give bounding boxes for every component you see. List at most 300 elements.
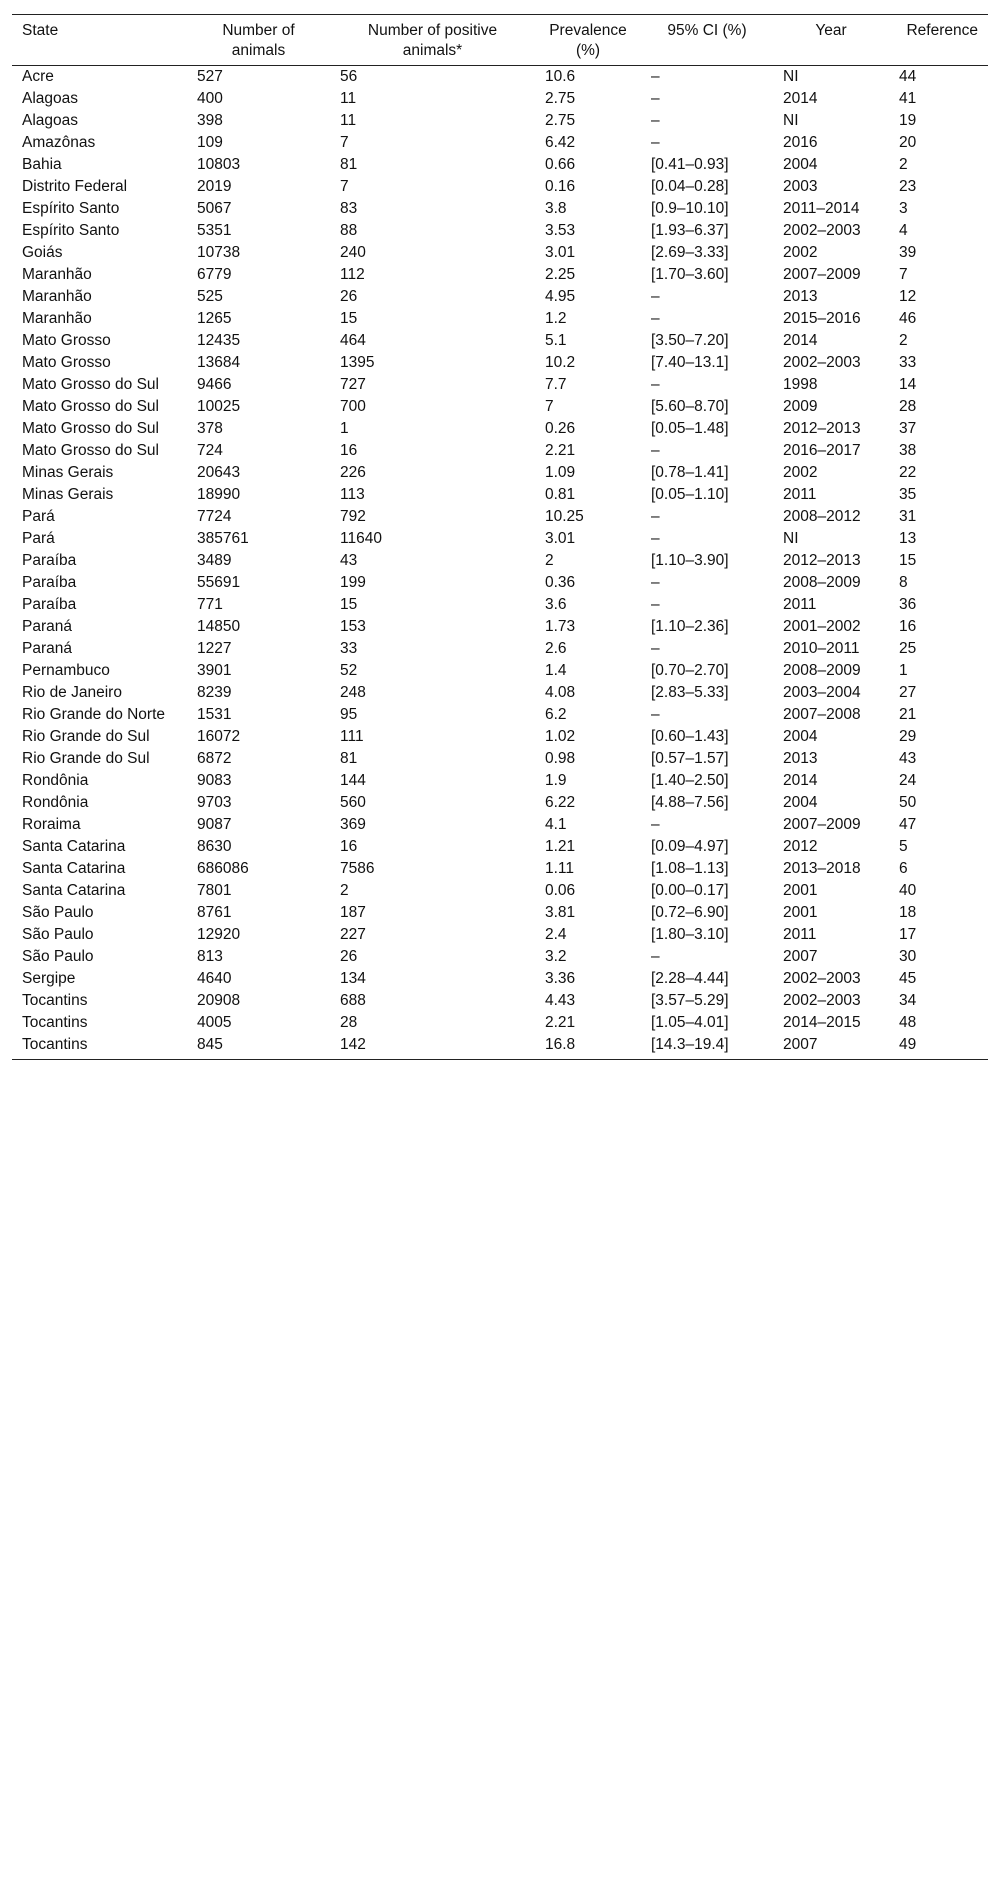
cell-reference: 46 — [899, 310, 917, 327]
cell-prevalence: 6.2 — [545, 706, 567, 723]
cell-state: São Paulo — [22, 926, 94, 943]
cell-year: NI — [783, 112, 799, 129]
cell-reference: 35 — [899, 486, 917, 503]
cell-confidence-interval: [0.09–4.97] — [651, 838, 729, 855]
cell-number-of-positive-animals: 16 — [340, 838, 358, 855]
cell-state: Minas Gerais — [22, 464, 114, 481]
cell-prevalence: 2.4 — [545, 926, 567, 943]
header-number-of-animals: Number of animals — [187, 15, 330, 66]
table-row — [12, 198, 988, 220]
table-row — [12, 374, 988, 396]
table-row — [12, 308, 988, 330]
cell-number-of-positive-animals: 26 — [340, 948, 358, 965]
cell-year: 2002 — [783, 464, 818, 481]
cell-number-of-animals: 525 — [197, 288, 223, 305]
cell-number-of-animals: 9087 — [197, 816, 232, 833]
cell-confidence-interval: [0.78–1.41] — [651, 464, 729, 481]
cell-state: Espírito Santo — [22, 200, 120, 217]
cell-year: 2012–2013 — [783, 420, 861, 437]
cell-year: 2014 — [783, 90, 818, 107]
table-row — [12, 88, 988, 110]
cell-prevalence: 4.1 — [545, 816, 567, 833]
cell-year: 2011 — [783, 596, 817, 613]
cell-confidence-interval: [0.9–10.10] — [651, 200, 729, 217]
cell-number-of-positive-animals: 83 — [340, 200, 358, 217]
cell-reference: 29 — [899, 728, 917, 745]
cell-confidence-interval: [0.05–1.48] — [651, 420, 729, 437]
cell-number-of-positive-animals: 15 — [340, 596, 358, 613]
table-row — [12, 1012, 988, 1034]
cell-confidence-interval: – — [651, 310, 660, 327]
cell-prevalence: 3.01 — [545, 244, 576, 261]
cell-number-of-animals: 771 — [197, 596, 223, 613]
cell-reference: 30 — [899, 948, 917, 965]
table-row — [12, 924, 988, 946]
cell-year: 2002–2003 — [783, 970, 861, 987]
cell-year: 2016 — [783, 134, 818, 151]
cell-number-of-positive-animals: 1395 — [340, 354, 375, 371]
table-row — [12, 110, 988, 132]
cell-number-of-animals: 6779 — [197, 266, 232, 283]
cell-prevalence: 2.21 — [545, 1014, 576, 1031]
cell-number-of-positive-animals: 113 — [340, 486, 365, 503]
cell-number-of-positive-animals: 1 — [340, 420, 349, 437]
cell-number-of-animals: 686086 — [197, 860, 249, 877]
table-row — [12, 396, 988, 418]
cell-prevalence: 0.98 — [545, 750, 576, 767]
header-number-of-positive-animals: Number of positive animals* — [330, 15, 535, 66]
cell-number-of-animals: 8761 — [197, 904, 232, 921]
cell-state: Rio Grande do Norte — [22, 706, 166, 723]
cell-state: Espírito Santo — [22, 222, 120, 239]
cell-number-of-animals: 813 — [197, 948, 223, 965]
table-row — [12, 902, 988, 924]
cell-number-of-animals: 20908 — [197, 992, 241, 1009]
cell-number-of-animals: 2019 — [197, 178, 232, 195]
cell-confidence-interval: [3.50–7.20] — [651, 332, 729, 349]
cell-confidence-interval: [7.40–13.1] — [651, 354, 729, 371]
table-row — [12, 770, 988, 792]
cell-confidence-interval: [1.80–3.10] — [651, 926, 729, 943]
cell-number-of-positive-animals: 88 — [340, 222, 358, 239]
cell-reference: 6 — [899, 860, 908, 877]
cell-confidence-interval: [1.93–6.37] — [651, 222, 729, 239]
table-row — [12, 880, 988, 902]
cell-prevalence: 6.22 — [545, 794, 576, 811]
cell-year: 2013 — [783, 288, 818, 305]
cell-number-of-animals: 18990 — [197, 486, 241, 503]
table-row — [12, 748, 988, 770]
cell-reference: 39 — [899, 244, 917, 261]
cell-number-of-animals: 16072 — [197, 728, 241, 745]
cell-prevalence: 1.4 — [545, 662, 567, 679]
cell-year: 2012–2013 — [783, 552, 861, 569]
cell-state: Sergipe — [22, 970, 76, 987]
table-row — [12, 968, 988, 990]
cell-reference: 50 — [899, 794, 917, 811]
table-row — [12, 660, 988, 682]
table-row — [12, 330, 988, 352]
cell-number-of-positive-animals: 248 — [340, 684, 366, 701]
table-row — [12, 572, 988, 594]
cell-number-of-positive-animals: 95 — [340, 706, 358, 723]
cell-year: 2001 — [783, 882, 818, 899]
cell-year: 2003 — [783, 178, 818, 195]
cell-confidence-interval: [1.70–3.60] — [651, 266, 729, 283]
cell-number-of-animals: 6872 — [197, 750, 232, 767]
cell-number-of-animals: 3489 — [197, 552, 232, 569]
cell-reference: 5 — [899, 838, 908, 855]
table-row — [12, 814, 988, 836]
cell-reference: 27 — [899, 684, 917, 701]
cell-number-of-positive-animals: 7 — [340, 134, 349, 151]
header-confidence-interval: 95% CI (%) — [641, 15, 773, 66]
header-row — [12, 15, 988, 66]
cell-number-of-positive-animals: 187 — [340, 904, 366, 921]
cell-confidence-interval: [1.10–2.36] — [651, 618, 729, 635]
cell-year: 2013–2018 — [783, 860, 861, 877]
table-row — [12, 946, 988, 968]
table-row — [12, 352, 988, 374]
cell-state: Tocantins — [22, 992, 88, 1009]
cell-number-of-animals: 378 — [197, 420, 223, 437]
table-row — [12, 154, 988, 176]
cell-year: 2002–2003 — [783, 222, 861, 239]
cell-year: 2010–2011 — [783, 640, 860, 657]
cell-confidence-interval: – — [651, 288, 660, 305]
cell-prevalence: 3.36 — [545, 970, 576, 987]
cell-year: 2001–2002 — [783, 618, 861, 635]
cell-number-of-animals: 7724 — [197, 508, 232, 525]
cell-number-of-positive-animals: 727 — [340, 376, 366, 393]
cell-year: NI — [783, 68, 799, 85]
cell-number-of-positive-animals: 792 — [340, 508, 366, 525]
cell-number-of-positive-animals: 28 — [340, 1014, 358, 1031]
cell-number-of-animals: 385761 — [197, 530, 249, 547]
cell-confidence-interval: [2.69–3.33] — [651, 244, 729, 261]
table-row — [12, 440, 988, 462]
cell-confidence-interval: – — [651, 596, 660, 613]
cell-state: Santa Catarina — [22, 860, 126, 877]
cell-state: Paraíba — [22, 552, 77, 569]
cell-number-of-animals: 14850 — [197, 618, 241, 635]
cell-confidence-interval: [0.41–0.93] — [651, 156, 729, 173]
cell-year: 2004 — [783, 156, 818, 173]
cell-number-of-animals: 8239 — [197, 684, 232, 701]
cell-number-of-positive-animals: 369 — [340, 816, 366, 833]
header-year: Year — [773, 15, 889, 66]
cell-number-of-positive-animals: 11 — [340, 112, 357, 129]
cell-year: 2007 — [773, 1034, 889, 1060]
cell-prevalence: 3.53 — [545, 222, 576, 239]
cell-number-of-animals: 12435 — [197, 332, 241, 349]
cell-number-of-animals: 109 — [197, 134, 223, 151]
cell-number-of-animals: 4640 — [197, 970, 232, 987]
cell-prevalence: 3.2 — [545, 948, 567, 965]
cell-confidence-interval: – — [651, 376, 660, 393]
cell-number-of-animals: 20643 — [197, 464, 241, 481]
cell-number-of-positive-animals: 142 — [330, 1034, 535, 1060]
cell-state: Pará — [22, 508, 55, 525]
cell-confidence-interval: [0.60–1.43] — [651, 728, 729, 745]
cell-year: 2002 — [783, 244, 818, 261]
cell-year: 2004 — [783, 794, 818, 811]
cell-year: NI — [783, 530, 799, 547]
table-row — [12, 858, 988, 880]
cell-state: Maranhão — [22, 310, 92, 327]
cell-year: 2014 — [783, 332, 818, 349]
cell-prevalence: 0.36 — [545, 574, 576, 591]
cell-year: 2013 — [783, 750, 818, 767]
cell-confidence-interval: [1.08–1.13] — [651, 860, 729, 877]
table-row — [12, 1034, 988, 1060]
cell-number-of-animals: 55691 — [197, 574, 241, 591]
cell-reference: 31 — [899, 508, 917, 525]
header-state: State — [12, 15, 187, 66]
cell-confidence-interval: [14.3–19.4] — [641, 1034, 773, 1060]
cell-reference: 14 — [899, 376, 917, 393]
table-row — [12, 286, 988, 308]
cell-state: Goiás — [22, 244, 63, 261]
cell-reference: 23 — [899, 178, 917, 195]
cell-year: 2003–2004 — [783, 684, 861, 701]
cell-reference: 40 — [899, 882, 917, 899]
cell-state: Alagoas — [22, 90, 79, 107]
cell-state: Bahia — [22, 156, 62, 173]
cell-reference: 20 — [899, 134, 917, 151]
cell-state: Rondônia — [22, 772, 89, 789]
cell-state: Mato Grosso do Sul — [22, 420, 159, 437]
cell-state: Paraná — [22, 618, 72, 635]
cell-reference: 36 — [899, 596, 917, 613]
cell-confidence-interval: [4.88–7.56] — [651, 794, 729, 811]
cell-reference: 2 — [899, 332, 908, 349]
cell-reference: 34 — [899, 992, 917, 1009]
table-row — [12, 990, 988, 1012]
cell-reference: 4 — [899, 222, 908, 239]
cell-number-of-animals: 398 — [197, 112, 223, 129]
cell-number-of-animals: 3901 — [197, 662, 232, 679]
cell-reference: 44 — [899, 68, 917, 85]
table-row — [12, 66, 988, 89]
cell-prevalence: 1.9 — [545, 772, 567, 789]
cell-prevalence: 2.21 — [545, 442, 576, 459]
table-row — [12, 132, 988, 154]
cell-reference: 38 — [899, 442, 917, 459]
cell-reference: 24 — [899, 772, 917, 789]
cell-prevalence: 10.25 — [545, 508, 584, 525]
cell-reference: 17 — [899, 926, 917, 943]
cell-confidence-interval: [1.40–2.50] — [651, 772, 729, 789]
cell-prevalence: 0.26 — [545, 420, 576, 437]
table-row — [12, 616, 988, 638]
cell-confidence-interval: – — [651, 442, 660, 459]
cell-state: Distrito Federal — [22, 178, 128, 195]
cell-prevalence: 1.21 — [545, 838, 576, 855]
cell-prevalence: 7.7 — [545, 376, 567, 393]
cell-state: Roraima — [22, 816, 81, 833]
cell-year: 2011 — [783, 486, 817, 503]
cell-number-of-animals: 724 — [197, 442, 223, 459]
cell-number-of-positive-animals: 52 — [340, 662, 358, 679]
cell-prevalence: 1.73 — [545, 618, 576, 635]
cell-reference: 22 — [899, 464, 917, 481]
cell-number-of-animals: 9083 — [197, 772, 232, 789]
cell-prevalence: 16.8 — [535, 1034, 641, 1060]
cell-year: 2014 — [783, 772, 818, 789]
cell-number-of-positive-animals: 134 — [340, 970, 366, 987]
cell-confidence-interval: [0.70–2.70] — [651, 662, 729, 679]
cell-number-of-positive-animals: 199 — [340, 574, 366, 591]
cell-reference: 43 — [899, 750, 917, 767]
cell-confidence-interval: – — [651, 948, 660, 965]
cell-year: 2014–2015 — [783, 1014, 861, 1031]
cell-prevalence: 0.66 — [545, 156, 576, 173]
table-row — [12, 418, 988, 440]
cell-confidence-interval: [2.83–5.33] — [651, 684, 729, 701]
cell-number-of-positive-animals: 16 — [340, 442, 358, 459]
cell-reference: 1 — [899, 662, 908, 679]
table-body — [12, 66, 988, 1060]
cell-state: Tocantins — [12, 1034, 187, 1060]
cell-prevalence: 0.06 — [545, 882, 576, 899]
table-row — [12, 264, 988, 286]
cell-state: Mato Grosso do Sul — [22, 376, 159, 393]
cell-number-of-positive-animals: 700 — [340, 398, 366, 415]
cell-year: 2015–2016 — [783, 310, 861, 327]
cell-prevalence: 2.75 — [545, 112, 576, 129]
cell-number-of-positive-animals: 2 — [340, 882, 349, 899]
cell-reference: 2 — [899, 156, 908, 173]
cell-number-of-animals: 527 — [197, 68, 223, 85]
cell-prevalence: 10.6 — [545, 68, 576, 85]
cell-state: Tocantins — [22, 1014, 88, 1031]
cell-year: 2002–2003 — [783, 354, 861, 371]
cell-state: Mato Grosso do Sul — [22, 398, 159, 415]
cell-number-of-positive-animals: 26 — [340, 288, 358, 305]
header-prevalence: Prevalence (%) — [535, 15, 641, 66]
table-row — [12, 638, 988, 660]
table-row — [12, 220, 988, 242]
cell-reference: 21 — [899, 706, 917, 723]
table-row — [12, 242, 988, 264]
cell-prevalence: 4.08 — [545, 684, 576, 701]
cell-prevalence: 1.02 — [545, 728, 576, 745]
cell-prevalence: 3.8 — [545, 200, 567, 217]
cell-reference: 8 — [899, 574, 908, 591]
cell-state: Rio Grande do Sul — [22, 750, 150, 767]
cell-confidence-interval: [1.10–3.90] — [651, 552, 729, 569]
cell-year: 2002–2003 — [783, 992, 861, 1009]
cell-prevalence: 4.95 — [545, 288, 576, 305]
cell-number-of-positive-animals: 81 — [340, 156, 358, 173]
cell-confidence-interval: – — [651, 112, 660, 129]
cell-confidence-interval: – — [651, 816, 660, 833]
cell-year: 2001 — [783, 904, 818, 921]
cell-year: 2011 — [783, 926, 817, 943]
cell-prevalence: 2.6 — [545, 640, 567, 657]
cell-prevalence: 5.1 — [545, 332, 567, 349]
cell-confidence-interval: [1.05–4.01] — [651, 1014, 729, 1031]
cell-confidence-interval: [3.57–5.29] — [651, 992, 729, 1009]
cell-state: Rondônia — [22, 794, 89, 811]
cell-confidence-interval: [0.04–0.28] — [651, 178, 729, 195]
cell-state: Paraíba — [22, 596, 77, 613]
cell-state: Acre — [22, 68, 54, 85]
cell-number-of-positive-animals: 11 — [340, 90, 357, 107]
cell-prevalence: 1.11 — [545, 860, 575, 877]
cell-state: Mato Grosso — [22, 332, 111, 349]
cell-number-of-positive-animals: 464 — [340, 332, 366, 349]
cell-prevalence: 3.01 — [545, 530, 576, 547]
cell-number-of-animals: 10738 — [197, 244, 241, 261]
cell-state: Santa Catarina — [22, 882, 126, 899]
cell-reference: 15 — [899, 552, 917, 569]
cell-number-of-positive-animals: 227 — [340, 926, 366, 943]
cell-confidence-interval: [0.57–1.57] — [651, 750, 729, 767]
cell-number-of-positive-animals: 144 — [340, 772, 366, 789]
cell-number-of-animals: 7801 — [197, 882, 232, 899]
cell-reference: 37 — [899, 420, 917, 437]
cell-prevalence: 6.42 — [545, 134, 576, 151]
cell-state: Santa Catarina — [22, 838, 126, 855]
cell-year: 2011–2014 — [783, 200, 860, 217]
cell-reference: 12 — [899, 288, 917, 305]
cell-prevalence: 2.75 — [545, 90, 576, 107]
cell-year: 2007 — [783, 948, 818, 965]
cell-year: 2007–2009 — [783, 816, 861, 833]
cell-year: 2009 — [783, 398, 818, 415]
cell-reference: 49 — [889, 1034, 988, 1060]
cell-number-of-positive-animals: 112 — [340, 266, 365, 283]
cell-year: 2016–2017 — [783, 442, 861, 459]
table-row — [12, 726, 988, 748]
cell-number-of-animals: 12920 — [197, 926, 241, 943]
cell-confidence-interval: – — [651, 706, 660, 723]
cell-number-of-positive-animals: 81 — [340, 750, 358, 767]
cell-year: 2008–2009 — [783, 574, 861, 591]
cell-number-of-positive-animals: 43 — [340, 552, 358, 569]
cell-number-of-positive-animals: 56 — [340, 68, 358, 85]
table-row — [12, 682, 988, 704]
table-row — [12, 462, 988, 484]
table-row — [12, 528, 988, 550]
cell-confidence-interval: [5.60–8.70] — [651, 398, 729, 415]
table-row — [12, 594, 988, 616]
cell-number-of-positive-animals: 688 — [340, 992, 366, 1009]
cell-state: Paraíba — [22, 574, 77, 591]
cell-confidence-interval: – — [651, 68, 660, 85]
cell-prevalence: 3.81 — [545, 904, 576, 921]
cell-reference: 3 — [899, 200, 908, 217]
cell-state: Pernambuco — [22, 662, 110, 679]
table-row — [12, 704, 988, 726]
prevalence-table — [12, 14, 988, 1060]
cell-reference: 33 — [899, 354, 917, 371]
cell-year: 2004 — [783, 728, 818, 745]
cell-prevalence: 1.09 — [545, 464, 576, 481]
cell-number-of-animals: 9703 — [197, 794, 232, 811]
cell-number-of-positive-animals: 111 — [340, 728, 364, 745]
cell-reference: 47 — [899, 816, 917, 833]
cell-confidence-interval: [2.28–4.44] — [651, 970, 729, 987]
cell-number-of-animals: 13684 — [197, 354, 241, 371]
cell-reference: 28 — [899, 398, 917, 415]
cell-number-of-animals: 1227 — [197, 640, 232, 657]
cell-year: 2008–2009 — [783, 662, 861, 679]
cell-number-of-animals: 845 — [187, 1034, 330, 1060]
cell-confidence-interval: – — [651, 90, 660, 107]
